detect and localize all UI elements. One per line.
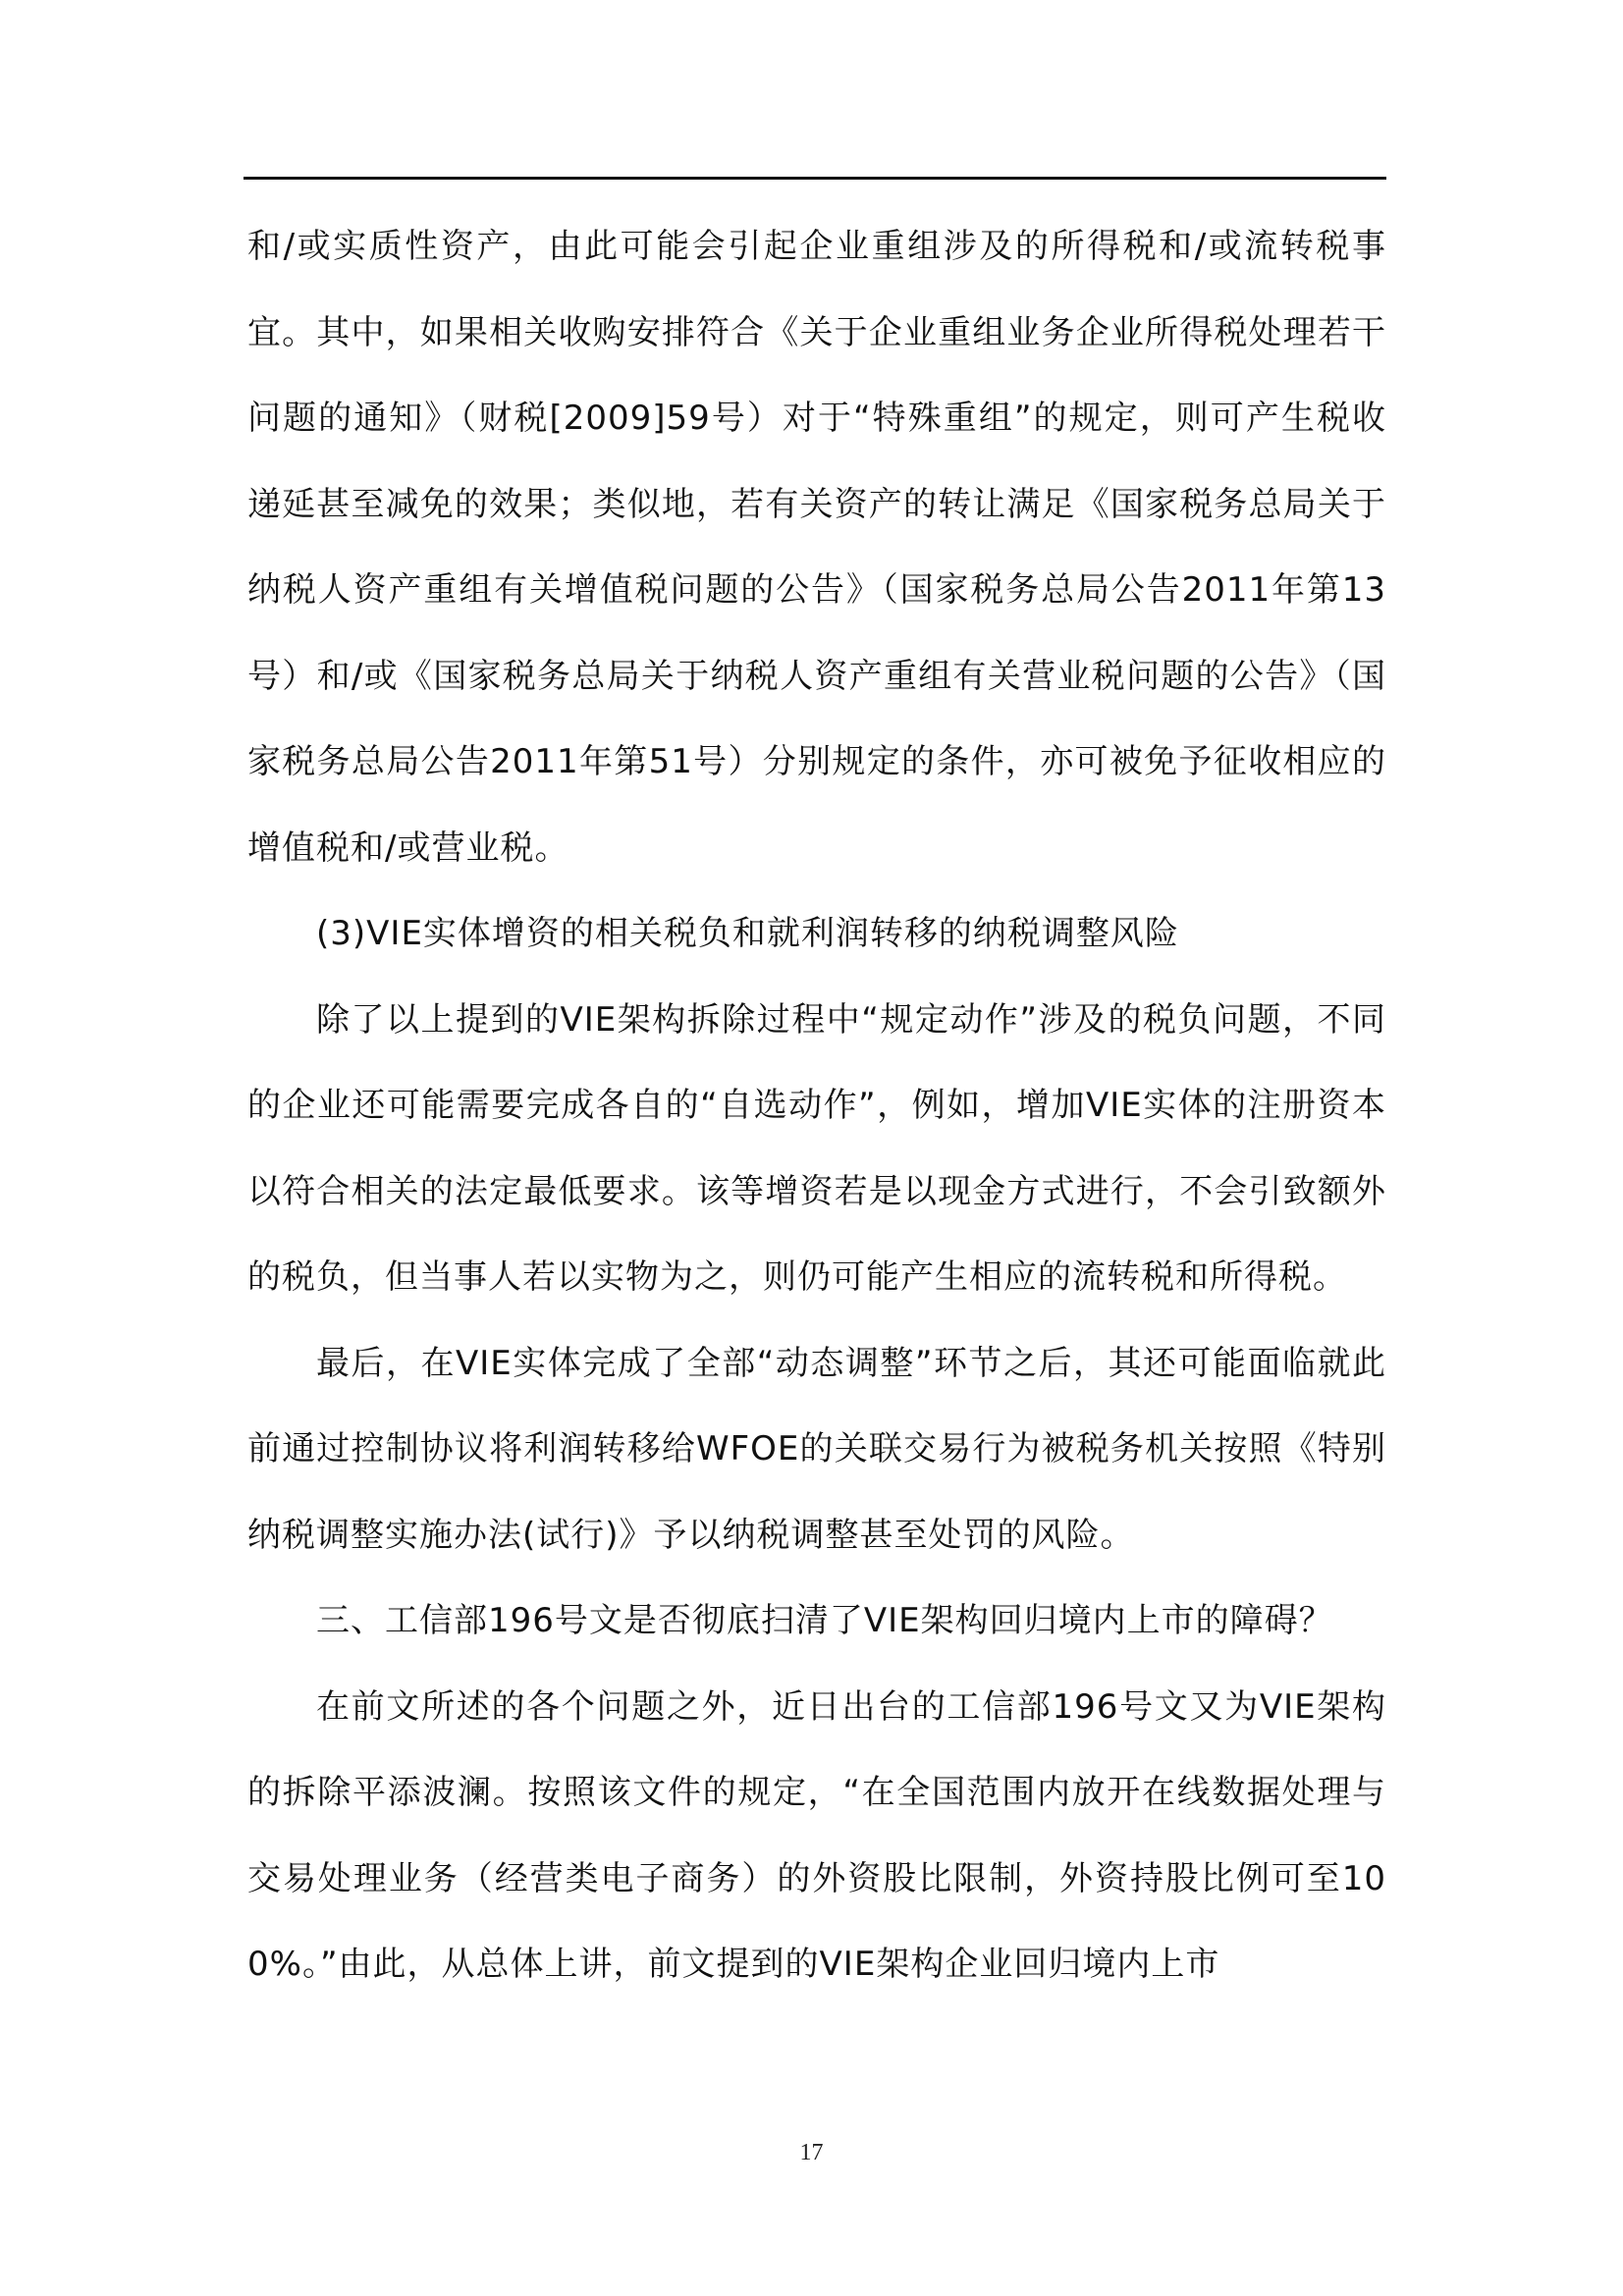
paragraph-miit-196: 在前文所述的各个问题之外，近日出台的工信部196号文又为VIE架构的拆除平添波澜。按照该文件的规定，“在全国范围内放开在线数据处理与交易处理业务（经营类电子商务）的外资股比限制，外资持股比例可至100%。”由此，从总体上讲，前文提到的VIE架构企业回归境内上市 xyxy=(247,1686,1386,1984)
header-rule xyxy=(243,177,1386,180)
paragraph-continued: 和/或实质性资产，由此可能会引起企业重组涉及的所得税和/或流转税事宜。其中，如果相关收购安排符合《关于企业重组业务企业所得税处理若干问题的通知》（财税[2009]59号）对于“特殊重组”的规定，则可产生税收递延甚至减免的效果；类似地，若有关资产的转让满足《国家税务总局关于纳税人资产重组有关增值税问题的公告》（国家税务总局公告2011年第13号）和/或《国家税务总局关于纳税人资产重组有关营业税问题的公告》（国家税务总局公告2011年第51号）分别规定的条件，亦可被免予征收相应的增值税和/或营业税。 xyxy=(247,227,1386,868)
paragraph-capital-increase: 除了以上提到的VIE架构拆除过程中“规定动作”涉及的税负问题，不同的企业还可能需要完成各自的“自选动作”，例如，增加VIE实体的注册资本以符合相关的法定最低要求。该等增资若是以现金方式进行，不会引致额外的税负，但当事人若以实物为之，则仍可能产生相应的流转税和所得税。 xyxy=(247,999,1386,1297)
section-heading-three: 三、工信部196号文是否彻底扫清了VIE架构回归境内上市的障碍？ xyxy=(316,1601,1333,1640)
document-body xyxy=(247,204,1386,2008)
page-number: 17 xyxy=(799,2140,824,2165)
paragraph-tax-adjustment-risk: 最后，在VIE实体完成了全部“动态调整”环节之后，其还可能面临就此前通过控制协议将利润转移给WFOE的关联交易行为被税务机关按照《特别纳税调整实施办法(试行)》予以纳税调整甚至处罚的风险。 xyxy=(247,1343,1386,1555)
section-heading-3: (3)VIE实体增资的相关税负和就利润转移的纳税调整风险 xyxy=(316,914,1179,953)
